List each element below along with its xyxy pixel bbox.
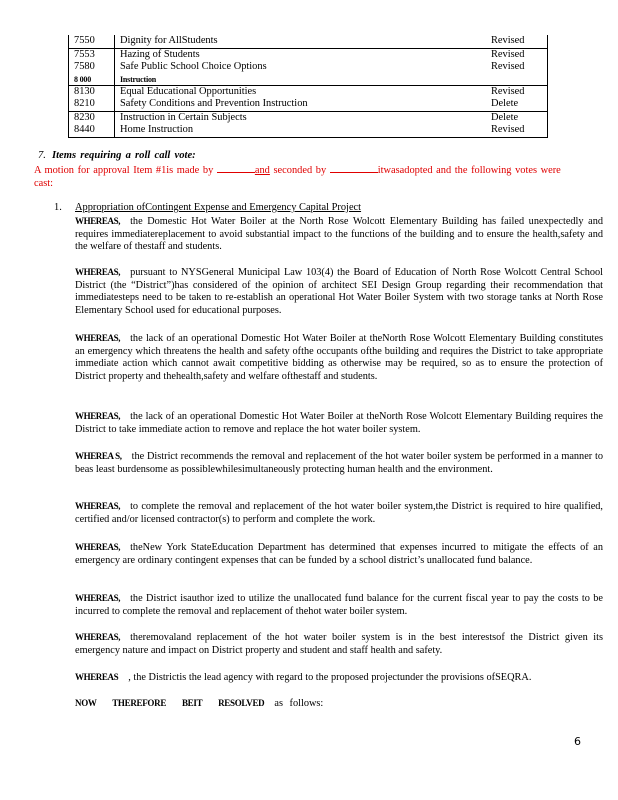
policy-title: Safe Public School Choice Options (120, 61, 267, 72)
policy-title: Home Instruction (120, 124, 194, 135)
whereas-keyword: WHEREAS, (75, 411, 121, 421)
policy-status: Revised (491, 61, 525, 72)
paragraph-text: the lack of an operational Domestic Hot Water Boiler at theNorth Rose Wolcott Elementary Building requires the District to take immediate action to remove and replace the hot water boiler system. (75, 411, 603, 435)
whereas-paragraph (75, 266, 603, 317)
policy-status: Revised (491, 35, 525, 46)
policy-code: 8440 (69, 124, 115, 137)
policy-status: Revised (491, 48, 525, 60)
policy-code: 8130 (69, 86, 115, 99)
item-title: Appropriation ofContingent Expense and Emergency Capital Project (75, 202, 362, 213)
whereas-paragraph (75, 332, 603, 383)
policy-status: Revised (491, 85, 525, 97)
whereas-keyword: WHEREA S, (75, 451, 122, 461)
whereas-paragraph (75, 631, 603, 657)
policy-code: 7580 (69, 61, 115, 74)
whereas-keyword: WHEREAS, (75, 593, 121, 603)
section-heading (38, 150, 196, 161)
paragraph-text: the Domestic Hot Water Boiler at the North Rose Wolcott Elementary Building has failed unexpectedly and requires immediatereplacement to avoid substantial impact to the functions of the building and to ensure the health,safety and the welfare of thestaff and students. (75, 216, 603, 253)
section-title: Items requiring a roll call vote: (51, 150, 196, 161)
motion-text-part: A motion for approval Item #1is made by (34, 165, 217, 176)
policy-status: Delete (491, 111, 519, 123)
motion-text-part: seconded by (269, 165, 330, 176)
policy-code: 8230 (69, 112, 115, 125)
table-row (69, 124, 547, 137)
whereas-keyword: WHEREAS, (75, 501, 121, 511)
section-number: 7. (38, 150, 46, 161)
policy-status (491, 74, 547, 85)
table-row (69, 49, 547, 62)
whereas-paragraph (75, 450, 603, 476)
policy-title: Dignity for AllStudents (120, 35, 218, 46)
motion-text (34, 163, 574, 190)
paragraph-text: the District isauthor ized to utilize the unallocated fund balance for the current fiscal year to pay the costs to be incurred to complete the removal and replacement of thehot water boiler system. (75, 593, 603, 617)
whereas-paragraph (75, 592, 603, 618)
whereas-paragraph (75, 500, 603, 526)
policy-title: Safety Conditions and Prevention Instruction (120, 98, 308, 109)
policy-status: Revised (491, 124, 525, 135)
whereas-paragraph (75, 541, 603, 567)
table-row (69, 98, 547, 112)
policy-title: Equal Educational Opportunities (120, 85, 257, 97)
resolved-keyword: NOW THEREFORE BEIT RESOLVED (75, 698, 265, 708)
whereas-keyword: WHEREAS, (75, 542, 121, 552)
resolved-text: as follows: (274, 698, 324, 709)
policy-status: Delete (491, 98, 519, 109)
paragraph-text: the District recommends the removal and replacement of the hot water boiler system be performed in a manner to beas least burdensome as possiblewhilesimultaneously protecting human health and the environment. (75, 451, 603, 475)
whereas-keyword: WHEREAS, (75, 216, 121, 226)
seconder-blank[interactable] (330, 163, 378, 173)
whereas-keyword: WHEREAS, (75, 267, 121, 277)
motion-text-part: itwasadopted and the following votes were cast: (34, 165, 561, 189)
paragraph-text: the lack of an operational Domestic Hot Water Boiler at theNorth Rose Wolcott Elementary Building constitutes an emergency which threatens the health and safety ofthe occupants ofthe building and requires the District to take appropriate immediate action which cannot await competitive bidding as otherwise may be required, so as to ensure the protection of District property and thehealth,safety and welfare ofthestaff and students. (75, 333, 603, 382)
whereas-keyword: WHEREAS, (75, 333, 121, 343)
policy-title: Hazing of Students (120, 48, 200, 60)
paragraph-text: to complete the removal and replacement of the hot water boiler system,the District is required to hire qualified, certified and/or licensed contractor(s) to perform and complete the work. (75, 501, 603, 525)
table-row (69, 61, 547, 74)
paragraph-text: theNew York StateEducation Department has determined that expenses incurred to mitigate the effects of an emergency are ordinary contingent expenses that can be funded by a school district’s unallocated fund balance. (75, 542, 603, 566)
section-title: Instruction (120, 74, 157, 84)
page-number: 6 (574, 735, 581, 748)
policy-title: Instruction in Certain Subjects (120, 111, 247, 123)
policy-code: 7550 (69, 35, 115, 48)
section-code: 8 000 (69, 74, 115, 85)
resolved-clause (75, 697, 603, 711)
paragraph-text: theremovaland replacement of the hot water boiler system is in the best interestsof the District given its emergency nature and impact on District property and student and staff health and safety. (75, 632, 603, 656)
whereas-keyword: WHEREAS, (75, 632, 121, 642)
table-row (69, 86, 547, 99)
whereas-paragraph (75, 671, 603, 685)
paragraph-text: , the Districtis the lead agency with regard to the proposed projectunder the provisions ofSEQRA. (128, 672, 532, 683)
whereas-paragraph (75, 215, 603, 254)
and-word: and (254, 165, 270, 176)
table-row (69, 35, 547, 49)
table-section-row (69, 74, 547, 86)
whereas-paragraph (75, 410, 603, 436)
whereas-keyword: WHEREAS (75, 672, 119, 682)
paragraph-text: pursuant to NYSGeneral Municipal Law 103(4) the Board of Education of North Rose Wolcott Central School District (the “District”)has considered of the opinion of architect SEI Design Group regarding their recommendation that immediatesteps need to be taken to re-establish an operational Hot Water Boiler System with two storage tanks at North Rose Elementary School used for educational purposes. (75, 267, 603, 316)
policy-table (68, 35, 548, 138)
table-row (69, 112, 547, 125)
policy-code: 7553 (69, 49, 115, 62)
policy-code: 8210 (69, 98, 115, 111)
item-number: 1. (54, 202, 62, 213)
mover-blank[interactable] (217, 163, 255, 173)
